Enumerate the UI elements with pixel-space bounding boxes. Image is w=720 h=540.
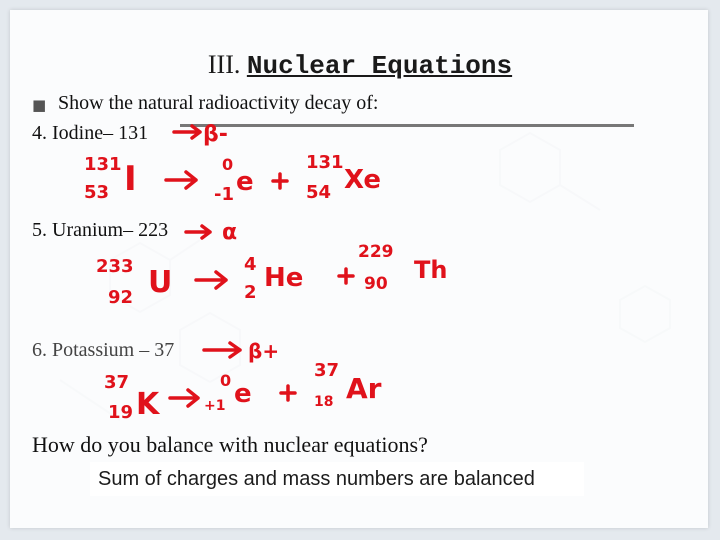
plus-icon: [281, 386, 295, 400]
iodine-product-mass: 131: [306, 152, 344, 173]
potassium-emitted-atomic: +1: [204, 398, 226, 414]
potassium-emitted-symbol: e: [234, 379, 252, 409]
potassium-atomic: 19: [108, 402, 134, 423]
uranium-mass: 233: [96, 256, 134, 277]
uranium-product-atomic: 90: [364, 274, 388, 294]
arrow-icon: [186, 226, 210, 238]
plus-icon: [273, 174, 287, 188]
iodine-atomic: 53: [84, 182, 110, 203]
title-prefix: III.: [207, 50, 241, 79]
potassium-product-mass: 37: [314, 360, 340, 381]
arrow-icon: [174, 126, 200, 138]
decay-type-iodine: β-: [203, 122, 228, 147]
uranium-atomic: 92: [108, 287, 134, 308]
arrow-icon: [196, 272, 226, 288]
uranium-symbol: U: [148, 265, 173, 300]
question-text: How do you balance with nuclear equations?: [32, 432, 428, 457]
uranium-emitted-mass: 4: [244, 254, 257, 275]
iodine-product-atomic: 54: [306, 182, 332, 203]
potassium-product-symbol: Ar: [346, 372, 382, 405]
iodine-mass: 131: [84, 154, 122, 175]
arrow-icon: [166, 172, 196, 188]
uranium-product-mass: 229: [358, 242, 394, 262]
potassium-symbol: K: [136, 387, 160, 422]
iodine-emitted-mass: 0: [222, 155, 234, 174]
plus-icon: [339, 269, 353, 283]
potassium-emitted-mass: 0: [220, 371, 232, 390]
potassium-product-atomic: 18: [314, 394, 334, 410]
item-uranium-label: 5. Uranium– 223: [32, 219, 169, 241]
uranium-emitted-symbol: He: [264, 263, 304, 293]
arrow-icon: [170, 390, 198, 406]
instruction-text: Show the natural radioactivity decay of:: [58, 92, 379, 114]
iodine-product-symbol: Xe: [344, 165, 381, 195]
iodine-emitted-atomic: -1: [214, 184, 234, 205]
answer-box: Sum of charges and mass numbers are balanced: [90, 462, 584, 496]
uranium-product-symbol: Th: [414, 256, 448, 284]
item-potassium-label: 6. Potassium – 37: [32, 339, 175, 361]
decay-type-uranium: α: [222, 220, 238, 245]
item-iodine-label: 4. Iodine– 131: [32, 122, 149, 144]
uranium-emitted-atomic: 2: [244, 282, 257, 303]
square-bullet-icon: ■: [32, 96, 47, 114]
potassium-mass: 37: [104, 372, 130, 393]
iodine-symbol: I: [124, 159, 137, 199]
iodine-emitted-symbol: e: [236, 167, 254, 197]
arrow-icon: [204, 343, 240, 357]
decay-type-potassium: β+: [248, 339, 280, 363]
title-main: Nuclear Equations: [246, 51, 513, 81]
